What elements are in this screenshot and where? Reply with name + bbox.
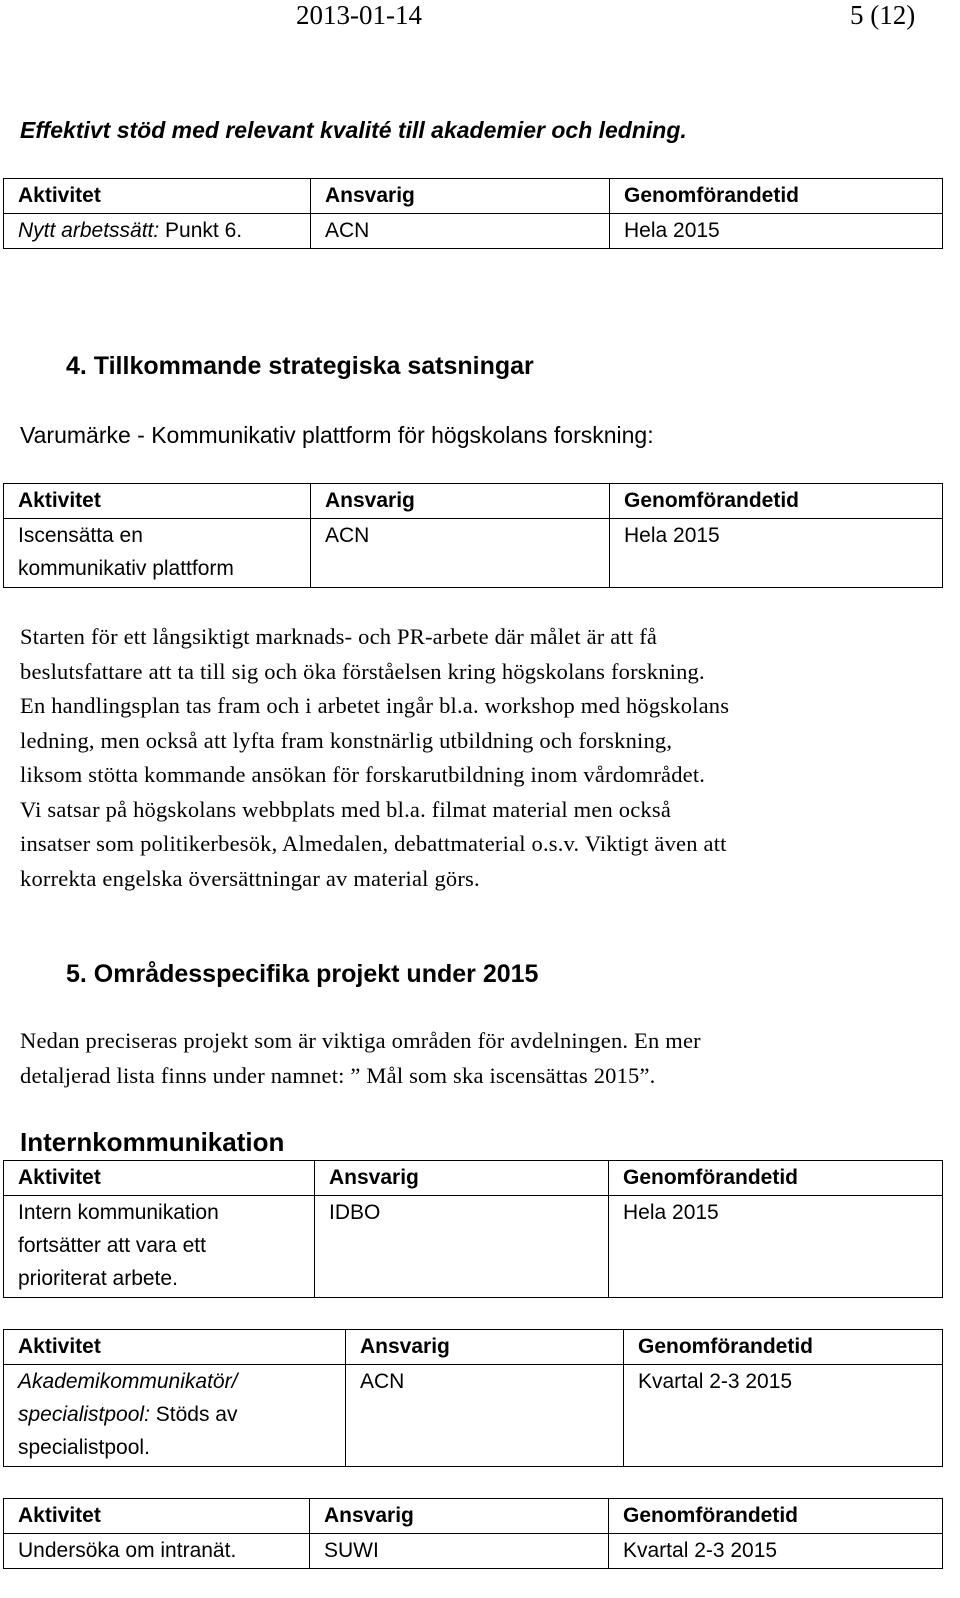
- activity-text: Punkt 6.: [159, 219, 243, 242]
- col-header-activity: Aktivitet: [4, 1330, 346, 1365]
- col-header-responsible: Ansvarig: [311, 179, 610, 214]
- col-header-time: Genomförandetid: [624, 1330, 943, 1365]
- header-page-number: 5 (12): [850, 0, 916, 30]
- activity-table-5: [3, 1498, 943, 1569]
- paragraph-line: En handlingsplan tas fram och i arbetet ingår bl.a. workshop med högskolans: [20, 693, 730, 718]
- col-header-activity: Aktivitet: [4, 1499, 310, 1534]
- activity-line-1: Iscensätta en: [18, 524, 143, 547]
- activity-table-4: [3, 1329, 943, 1467]
- activity-line-3: specialistpool.: [18, 1436, 150, 1459]
- cell-responsible: ACN: [311, 214, 610, 249]
- activity-italic-text: Nytt arbetssätt:: [18, 219, 160, 242]
- activity-text: Stöds av: [149, 1403, 238, 1426]
- col-header-time: Genomförandetid: [609, 1499, 943, 1534]
- col-header-responsible: Ansvarig: [311, 484, 610, 519]
- table-header-row: [4, 1330, 943, 1365]
- strategy-paragraph: [20, 620, 950, 896]
- activity-line-3: prioriterat arbete.: [18, 1267, 178, 1290]
- table-header-row: [4, 484, 943, 519]
- activity-table-2: [3, 483, 943, 588]
- col-header-responsible: Ansvarig: [315, 1161, 609, 1196]
- activity-line-2: kommunikativ plattform: [18, 557, 234, 580]
- table-row: [4, 1196, 943, 1298]
- table-header-row: [4, 179, 943, 214]
- cell-time: Kvartal 2-3 2015: [624, 1365, 943, 1467]
- cell-activity: [4, 1365, 346, 1467]
- section-5-paragraph: [20, 1024, 950, 1093]
- cell-responsible: ACN: [311, 519, 610, 588]
- activity-line-1: Intern kommunikation: [18, 1201, 219, 1224]
- cell-activity: Undersöka om intranät.: [4, 1534, 310, 1569]
- table-row: [4, 1365, 943, 1467]
- cell-responsible: ACN: [346, 1365, 624, 1467]
- section-4-subtitle: Varumärke - Kommunikativ plattform för högskolans forskning:: [20, 422, 654, 448]
- col-header-activity: Aktivitet: [4, 484, 311, 519]
- table-row: [4, 519, 943, 588]
- activity-line-1: Akademikommunikatör/: [18, 1370, 238, 1393]
- col-header-time: Genomförandetid: [610, 179, 943, 214]
- col-header-responsible: Ansvarig: [310, 1499, 609, 1534]
- col-header-time: Genomförandetid: [609, 1161, 943, 1196]
- cell-time: Hela 2015: [609, 1196, 943, 1298]
- paragraph-line: detaljerad lista finns under namnet: ” Mål som ska iscensättas 2015”.: [20, 1062, 656, 1088]
- col-header-activity: Aktivitet: [4, 1161, 315, 1196]
- paragraph-line: liksom stötta kommande ansökan för forskarutbildning inom vårdområdet.: [20, 762, 706, 787]
- table-row: [4, 214, 943, 249]
- activity-table-1: [3, 178, 943, 249]
- cell-responsible: IDBO: [315, 1196, 609, 1298]
- paragraph-line: Nedan preciseras projekt som är viktiga områden för avdelningen. En mer: [20, 1028, 701, 1053]
- section-4-title: 4. Tillkommande strategiska satsningar: [66, 352, 534, 380]
- paragraph-line: beslutsfattare att ta till sig och öka förståelsen kring högskolans forskning.: [20, 658, 705, 684]
- cell-time: Hela 2015: [610, 519, 943, 588]
- intro-heading: Effektivt stöd med relevant kvalité till akademier och ledning.: [20, 117, 687, 143]
- section-5-title: 5. Områdesspecifika projekt under 2015: [66, 960, 539, 988]
- cell-activity: [4, 1196, 315, 1298]
- paragraph-line: Starten för ett långsiktigt marknads- och PR-arbete där målet är att få: [20, 624, 658, 649]
- cell-responsible: SUWI: [310, 1534, 609, 1569]
- table-row: [4, 1534, 943, 1569]
- paragraph-line: insatser som politikerbesök, Almedalen, debattmaterial o.s.v. Viktigt även att: [20, 831, 727, 856]
- table-header-row: [4, 1161, 943, 1196]
- paragraph-line: ledning, men också att lyfta fram konstnärlig utbildning och forskning,: [20, 727, 673, 753]
- paragraph-line: Vi satsar på högskolans webbplats med bl.a. filmat material men också: [20, 796, 672, 822]
- cell-time: Kvartal 2-3 2015: [609, 1534, 943, 1569]
- cell-activity: [4, 214, 311, 249]
- col-header-activity: Aktivitet: [4, 179, 311, 214]
- cell-time: Hela 2015: [610, 214, 943, 249]
- activity-line-2: fortsätter att vara ett: [18, 1234, 206, 1257]
- cell-activity: [4, 519, 311, 588]
- activity-table-3: [3, 1160, 943, 1298]
- col-header-time: Genomförandetid: [610, 484, 943, 519]
- activity-italic-text: specialistpool:: [18, 1403, 150, 1426]
- internkommunikation-heading: Internkommunikation: [20, 1127, 285, 1157]
- paragraph-line: korrekta engelska översättningar av material görs.: [20, 865, 480, 891]
- activity-line-2: [18, 1398, 341, 1431]
- table-header-row: [4, 1499, 943, 1534]
- col-header-responsible: Ansvarig: [346, 1330, 624, 1365]
- header-date: 2013-01-14: [296, 0, 422, 30]
